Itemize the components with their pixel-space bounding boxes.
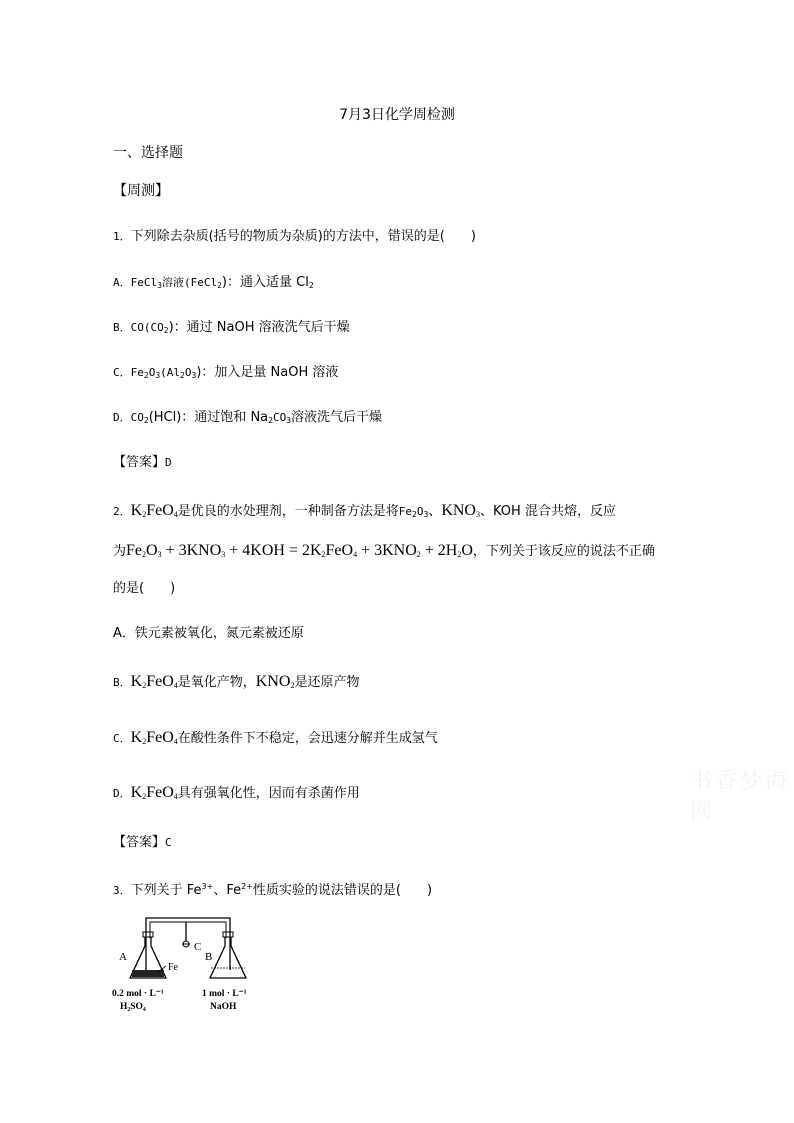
q2-option-c: C．$K_2FeO_4$在酸性条件下不稳定，会迅速分解并生成氢气	[113, 729, 438, 746]
q2-stem-line3: 的是( )	[113, 581, 176, 596]
apparatus-figure	[108, 908, 268, 1018]
q2-option-b: B．$K_2FeO_4$是氧化产物，$KNO_2$是还原产物	[113, 673, 360, 690]
right-concentration: 1 mol · L⁻¹	[202, 989, 247, 999]
q1-option-d: D．$CO_2(HCl)$：通过饱和 $Na_2CO_3$溶液洗气后干燥	[113, 410, 383, 425]
watermark: 书香梦海网	[690, 769, 791, 825]
label-c: C	[194, 941, 202, 953]
label-fe: Fe	[168, 962, 178, 973]
left-concentration: 0.2 mol · L⁻¹	[112, 989, 164, 999]
q2-option-a: A．铁元素被氧化，氮元素被还原	[113, 626, 304, 641]
q1-option-b: B．$CO(CO_2)$：通过 NaOH 溶液洗气后干燥	[113, 320, 350, 335]
label-b: B	[205, 951, 213, 963]
right-solution: NaOH	[210, 1002, 237, 1012]
q1-answer: 【答案】D	[113, 455, 172, 470]
flask-b	[210, 936, 246, 978]
q1-stem: 1．下列除去杂质(括号的物质为杂质)的方法中，错误的是( )	[113, 229, 476, 244]
q3-stem: 3．下列关于 $Fe^{3+}$、$Fe^{2+}$性质实验的说法错误的是( )	[113, 882, 433, 898]
q1-option-a: A．FeCl$_3$溶液(FeCl$_2$)：通入适量 $Cl_2$	[113, 275, 314, 290]
q2-answer: 【答案】C	[113, 835, 172, 850]
section-heading: 一、选择题	[113, 145, 183, 161]
page-title: 7月3日化学周检测	[339, 107, 455, 123]
week-tag: 【周测】	[113, 183, 169, 199]
q1-option-c: C．$Fe_2O_3(Al_2O_3)$：加入足量 NaOH 溶液	[113, 365, 339, 380]
q2-option-d: D．$K_2FeO_4$具有强氧化性，因而有杀菌作用	[113, 784, 360, 801]
q2-stem-line1: 2．$K_2FeO_4$是优良的水处理剂，一种制备方法是将$Fe_2O_3$、$KNO_3$、KOH 混合共熔，反应	[113, 502, 616, 519]
label-a: A	[119, 951, 127, 963]
q2-stem-line2: 为$Fe_2O_3 + 3KNO_3 + 4KOH = 2K_2FeO_4 + 3KNO_2 + 2H_2O$，下列关于该反应的说法不正确	[113, 542, 655, 559]
left-solution: H₂SO₄	[120, 1002, 146, 1012]
